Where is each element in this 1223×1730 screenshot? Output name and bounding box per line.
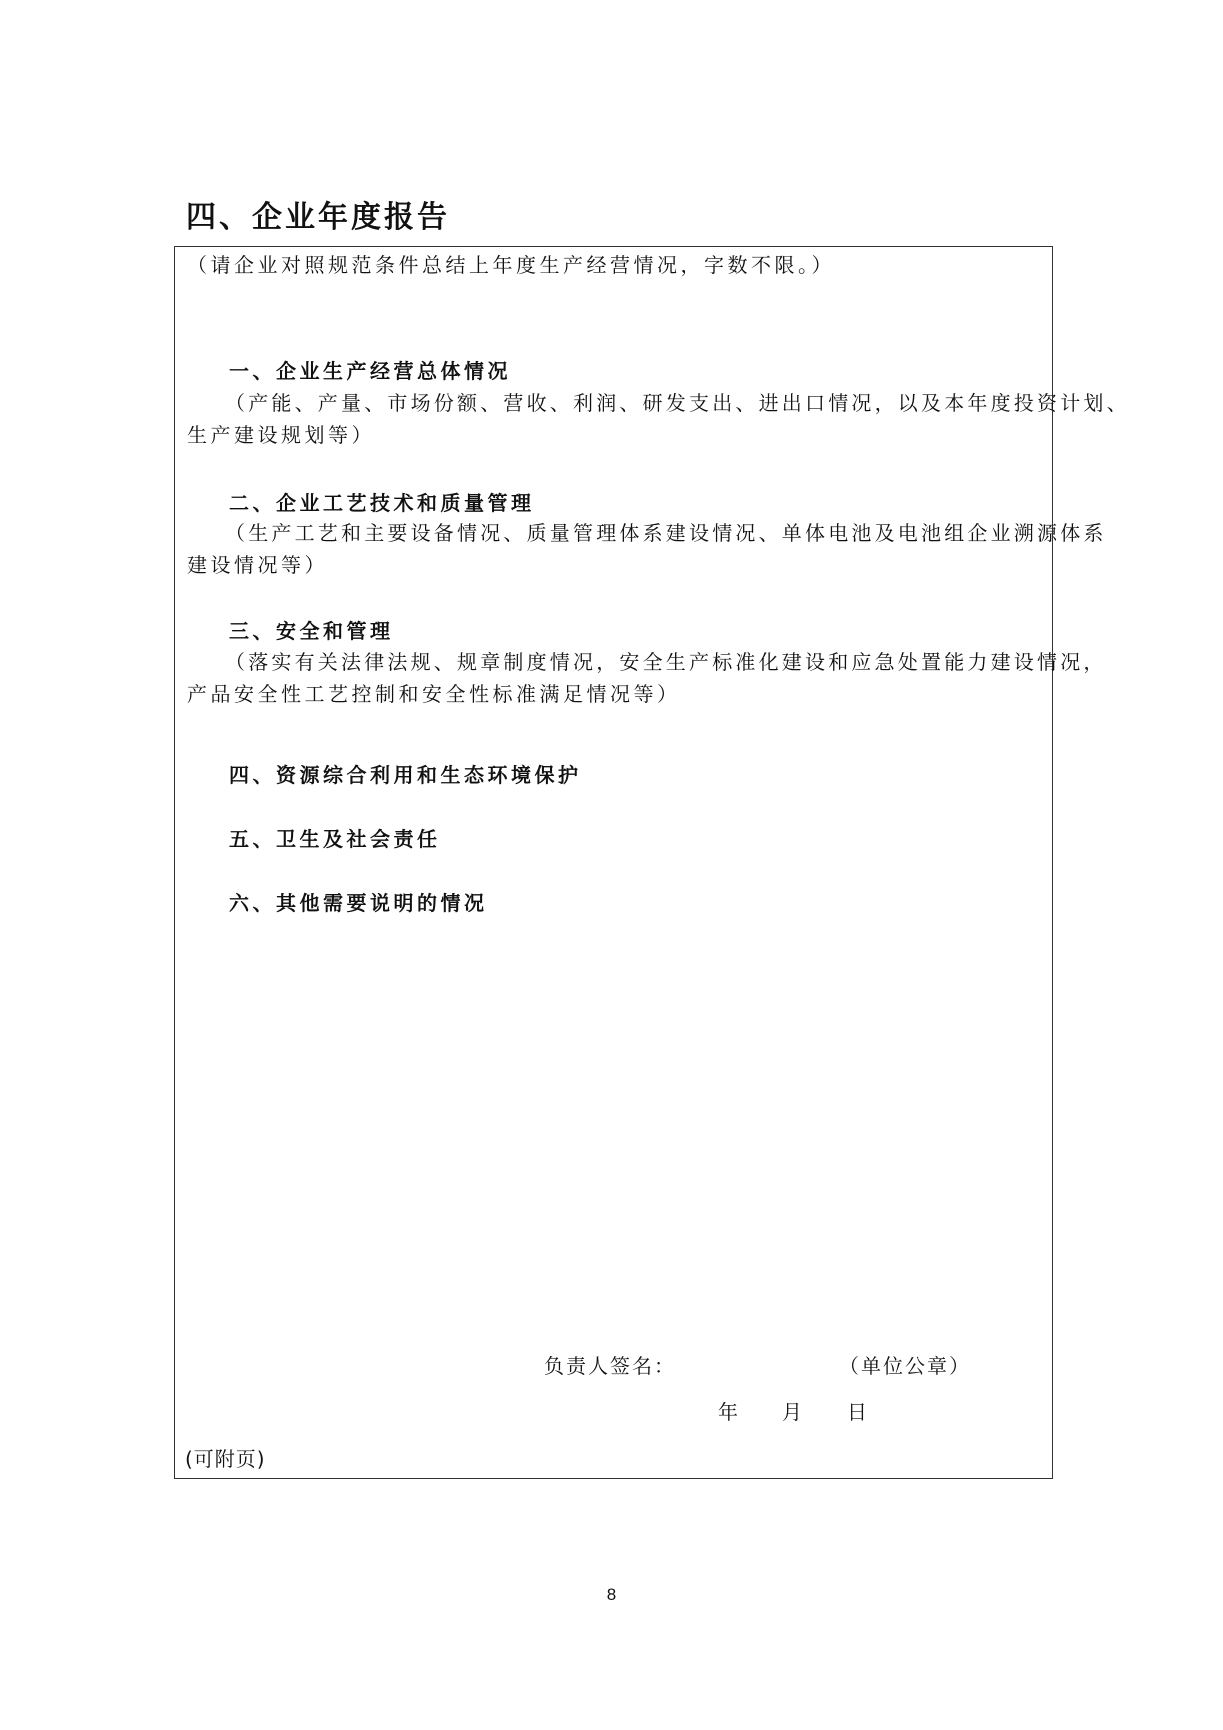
date-year-label: 年 xyxy=(718,1400,738,1424)
page-title: 四、企业年度报告 xyxy=(186,200,450,235)
section-3-note-line2: 产品安全性工艺控制和安全性标准满足情况等） xyxy=(187,682,681,706)
date-day-label: 日 xyxy=(847,1400,867,1424)
report-form-box xyxy=(174,246,1130,1479)
section-2-title: 二、企业工艺技术和质量管理 xyxy=(229,491,535,515)
signature-label: 负责人签名： xyxy=(544,1354,676,1378)
attachment-note: (可附页) xyxy=(185,1447,266,1471)
date-month-label: 月 xyxy=(782,1400,802,1424)
section-4-title: 四、资源综合利用和生态环境保护 xyxy=(229,763,582,787)
section-1-title: 一、企业生产经营总体情况 xyxy=(229,359,511,383)
section-1-note-line2: 生产建设规划等） xyxy=(187,423,375,447)
instruction-text: （请企业对照规范条件总结上年度生产经营情况，字数不限。） xyxy=(187,253,835,277)
section-3-title: 三、安全和管理 xyxy=(229,619,394,643)
section-6-title: 六、其他需要说明的情况 xyxy=(229,891,488,915)
section-2-note-line2: 建设情况等） xyxy=(187,553,328,577)
section-1-note-line1: （产能、产量、市场份额、营收、利润、研发支出、进出口情况，以及本年度投资计划、 xyxy=(225,391,1130,415)
section-5-title: 五、卫生及社会责任 xyxy=(229,827,441,851)
page-number: 8 xyxy=(606,1585,617,1604)
section-3-note-line1: （落实有关法律法规、规章制度情况，安全生产标准化建设和应急处置能力建设情况， xyxy=(225,650,1107,674)
seal-label: （单位公章） xyxy=(839,1354,971,1378)
section-2-note-line1: （生产工艺和主要设备情况、质量管理体系建设情况、单体电池及电池组企业溯源体系 xyxy=(225,521,1107,545)
